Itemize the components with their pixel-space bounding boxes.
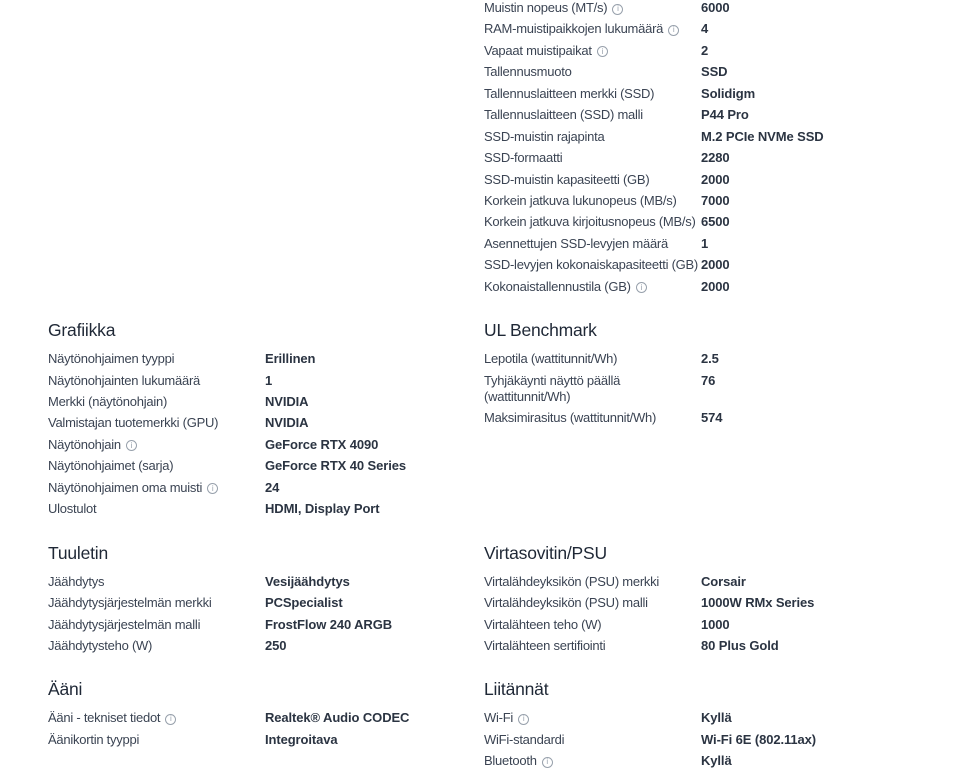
spec-label xyxy=(484,43,701,59)
section-heading: UL Benchmark xyxy=(484,320,597,341)
spec-column-left xyxy=(48,523,484,660)
spec-row xyxy=(484,150,960,166)
spec-column-left xyxy=(48,300,484,523)
spec-label-text: Tallennuslaitteen (SSD) malli xyxy=(484,107,643,123)
spec-label-text: Tallennusmuoto xyxy=(484,64,572,80)
section-heading: Ääni xyxy=(48,679,83,700)
spec-value: Erillinen xyxy=(265,351,316,367)
spec-label-text: Muistin nopeus (MT/s) xyxy=(484,0,608,15)
spec-row xyxy=(484,257,960,273)
spec-label-text: Valmistajan tuotemerkki (GPU) xyxy=(48,415,219,431)
spec-label-text: SSD-muistin rajapinta xyxy=(484,128,605,144)
spec-row xyxy=(48,638,484,654)
spec-label-text: Jäähdytysjärjestelmän merkki xyxy=(48,595,212,611)
spec-value: SSD xyxy=(701,64,728,80)
spec-label-text: Wi-Fi xyxy=(484,710,514,726)
info-icon[interactable]: i xyxy=(668,25,679,36)
spec-label xyxy=(484,150,701,166)
spec-value: 2000 xyxy=(701,278,730,294)
spec-row xyxy=(484,0,960,16)
spec-value: PCSpecialist xyxy=(265,595,343,611)
spec-value: Kyllä xyxy=(701,753,732,768)
spec-label-text: WiFi-standardi xyxy=(484,731,565,747)
spec-label xyxy=(48,437,265,453)
spec-label xyxy=(484,257,701,273)
section-heading: Virtasovitin/PSU xyxy=(484,542,607,563)
spec-row xyxy=(484,193,960,209)
spec-label xyxy=(48,574,265,590)
spec-label-text: Ääni - tekniset tiedot xyxy=(48,710,161,726)
spec-row xyxy=(484,638,960,654)
spec-value: 1 xyxy=(701,235,709,251)
section-pair xyxy=(48,0,960,300)
spec-value: NVIDIA xyxy=(265,415,309,431)
spec-label xyxy=(48,373,265,389)
spec-label-text: Virtalähteen teho (W) xyxy=(484,616,602,632)
spec-label xyxy=(484,236,701,252)
spec-row xyxy=(484,410,960,426)
spec-row xyxy=(484,64,960,80)
spec-row xyxy=(48,480,484,496)
spec-row xyxy=(48,437,484,453)
spec-label xyxy=(48,394,265,410)
spec-row xyxy=(48,595,484,611)
spec-row xyxy=(484,617,960,633)
spec-row xyxy=(484,595,960,611)
spec-row xyxy=(484,373,960,405)
section-heading: Tuuletin xyxy=(48,542,109,563)
spec-label-text: Näytönohjaimen tyyppi xyxy=(48,351,175,367)
spec-value: P44 Pro xyxy=(701,107,749,123)
spec-value: 2000 xyxy=(701,257,730,273)
spec-value: 2.5 xyxy=(701,351,719,367)
spec-value: 6000 xyxy=(701,0,730,15)
spec-value: 7000 xyxy=(701,192,730,208)
spec-label-text: Ulostulot xyxy=(48,501,97,517)
spec-row xyxy=(48,373,484,389)
spec-label-text: Jäähdytysjärjestelmän malli xyxy=(48,616,201,632)
info-icon[interactable]: i xyxy=(126,440,137,451)
spec-label-text: Tyhjäkäynti näyttö päällä (wattitunnit/Wh) xyxy=(484,372,621,404)
spec-value: 250 xyxy=(265,637,287,653)
spec-label-text: SSD-muistin kapasiteetti (GB) xyxy=(484,171,650,187)
spec-row xyxy=(484,86,960,102)
spec-column-right xyxy=(484,523,960,660)
spec-label-text: Äänikortin tyyppi xyxy=(48,731,140,747)
spec-label-text: Maksimirasitus (wattitunnit/Wh) xyxy=(484,410,657,425)
info-icon[interactable]: i xyxy=(165,714,176,725)
spec-label-text: Jäähdytysteho (W) xyxy=(48,637,153,653)
spec-label xyxy=(48,595,265,611)
info-icon[interactable]: i xyxy=(612,4,623,15)
spec-label xyxy=(484,732,701,748)
spec-row xyxy=(484,279,960,295)
spec-value: Integroitava xyxy=(265,731,338,747)
spec-value: 1 xyxy=(265,372,273,388)
spec-label xyxy=(48,501,265,517)
spec-row xyxy=(484,351,960,367)
spec-label-text: Merkki (näytönohjain) xyxy=(48,394,168,409)
spec-row xyxy=(484,732,960,748)
spec-grid xyxy=(48,0,960,768)
spec-value: Corsair xyxy=(701,573,746,589)
spec-row xyxy=(48,617,484,633)
spec-label-text: SSD-levyjen kokonaiskapasiteetti (GB) xyxy=(484,257,699,273)
spec-row xyxy=(48,351,484,367)
section-heading: Liitännät xyxy=(484,679,549,700)
spec-value: Solidigm xyxy=(701,85,756,101)
spec-label-text: Näytönohjainten lukumäärä xyxy=(48,372,201,388)
spec-row xyxy=(48,574,484,590)
spec-label xyxy=(48,415,265,431)
spec-row xyxy=(484,710,960,726)
spec-label xyxy=(48,732,265,748)
spec-label xyxy=(484,172,701,188)
spec-value: 24 xyxy=(265,479,280,495)
spec-label-text: Virtalähteen sertifiointi xyxy=(484,637,606,653)
spec-label xyxy=(484,410,701,426)
section-pair xyxy=(48,659,960,768)
spec-column-right xyxy=(484,0,960,300)
spec-label xyxy=(484,129,701,145)
spec-value: 2 xyxy=(701,42,709,58)
spec-label xyxy=(48,638,265,654)
spec-label xyxy=(484,0,701,16)
spec-column-right xyxy=(484,300,960,431)
info-icon[interactable]: i xyxy=(636,282,647,293)
spec-label xyxy=(484,638,701,654)
section-pair xyxy=(48,523,960,660)
spec-label xyxy=(484,214,701,230)
info-icon[interactable]: i xyxy=(518,714,529,725)
spec-label-text: Asennettujen SSD-levyjen määrä xyxy=(484,235,668,251)
spec-value: 2280 xyxy=(701,150,730,166)
spec-label-text: Vapaat muistipaikat xyxy=(484,42,592,58)
spec-column-left xyxy=(48,659,484,753)
spec-value: 4 xyxy=(701,21,709,37)
spec-value: GeForce RTX 40 Series xyxy=(265,458,406,474)
spec-value: Realtek® Audio CODEC xyxy=(265,710,410,726)
spec-value: 76 xyxy=(701,372,716,388)
spec-row xyxy=(484,574,960,590)
spec-label-text: Jäähdytys xyxy=(48,573,105,589)
spec-row xyxy=(484,107,960,123)
spec-row xyxy=(48,501,484,517)
section-heading: Grafiikka xyxy=(48,320,116,341)
spec-row xyxy=(484,21,960,37)
spec-column-right xyxy=(484,659,960,768)
spec-label-text: Virtalähdeyksikön (PSU) merkki xyxy=(484,573,660,589)
spec-value: M.2 PCIe NVMe SSD xyxy=(701,128,824,144)
spec-label xyxy=(48,710,265,726)
spec-label xyxy=(484,710,701,726)
spec-value: 2000 xyxy=(701,171,730,187)
spec-label-text: Virtalähdeyksikön (PSU) malli xyxy=(484,595,648,611)
spec-label xyxy=(48,458,265,474)
spec-label xyxy=(484,86,701,102)
spec-row xyxy=(48,710,484,726)
spec-value: 6500 xyxy=(701,214,730,230)
spec-label-text: Lepotila (wattitunnit/Wh) xyxy=(484,351,618,367)
spec-row xyxy=(484,753,960,768)
spec-label-text: Näytönohjaimen oma muisti xyxy=(48,479,203,495)
spec-label xyxy=(484,351,701,367)
spec-value: HDMI, Display Port xyxy=(265,501,380,517)
spec-value: FrostFlow 240 ARGB xyxy=(265,616,393,632)
spec-label xyxy=(484,753,701,768)
info-icon[interactable]: i xyxy=(597,46,608,57)
spec-row xyxy=(48,394,484,410)
spec-label xyxy=(484,21,701,37)
spec-label-text: Tallennuslaitteen merkki (SSD) xyxy=(484,85,655,101)
spec-value: NVIDIA xyxy=(265,394,309,409)
spec-row xyxy=(48,415,484,431)
spec-label xyxy=(48,617,265,633)
spec-label xyxy=(484,64,701,80)
spec-value: 1000W RMx Series xyxy=(701,595,815,611)
spec-value: 80 Plus Gold xyxy=(701,637,779,653)
spec-label xyxy=(484,574,701,590)
spec-label-text: Korkein jatkuva kirjoitusnopeus (MB/s) xyxy=(484,214,696,230)
spec-label xyxy=(484,617,701,633)
info-icon[interactable]: i xyxy=(207,483,218,494)
spec-value: 1000 xyxy=(701,616,730,632)
spec-label-text: Bluetooth xyxy=(484,753,537,768)
spec-row xyxy=(484,236,960,252)
section-pair xyxy=(48,300,960,523)
spec-label xyxy=(48,480,265,496)
spec-label xyxy=(484,279,701,295)
spec-row xyxy=(48,732,484,748)
spec-label-text: Kokonaistallennustila (GB) xyxy=(484,278,631,294)
spec-value: Wi-Fi 6E (802.11ax) xyxy=(701,731,817,747)
spec-label-text: Korkein jatkuva lukunopeus (MB/s) xyxy=(484,192,677,208)
spec-row xyxy=(48,458,484,474)
spec-value: Vesijäähdytys xyxy=(265,573,350,589)
spec-label xyxy=(48,351,265,367)
spec-label-text: RAM-muistipaikkojen lukumäärä xyxy=(484,21,664,37)
spec-value: GeForce RTX 4090 xyxy=(265,436,379,452)
spec-row xyxy=(484,129,960,145)
spec-label-text: Näytönohjaimet (sarja) xyxy=(48,458,174,474)
spec-label xyxy=(484,107,701,123)
spec-label xyxy=(484,193,701,209)
spec-value: 574 xyxy=(701,410,723,425)
spec-label-text: SSD-formaatti xyxy=(484,150,563,166)
spec-row xyxy=(484,172,960,188)
spec-value: Kyllä xyxy=(701,710,732,726)
spec-label xyxy=(484,595,701,611)
spec-row xyxy=(484,43,960,59)
spec-label xyxy=(484,373,701,405)
spec-label-text: Näytönohjain xyxy=(48,436,121,452)
spec-row xyxy=(484,214,960,230)
info-icon[interactable]: i xyxy=(542,757,553,768)
